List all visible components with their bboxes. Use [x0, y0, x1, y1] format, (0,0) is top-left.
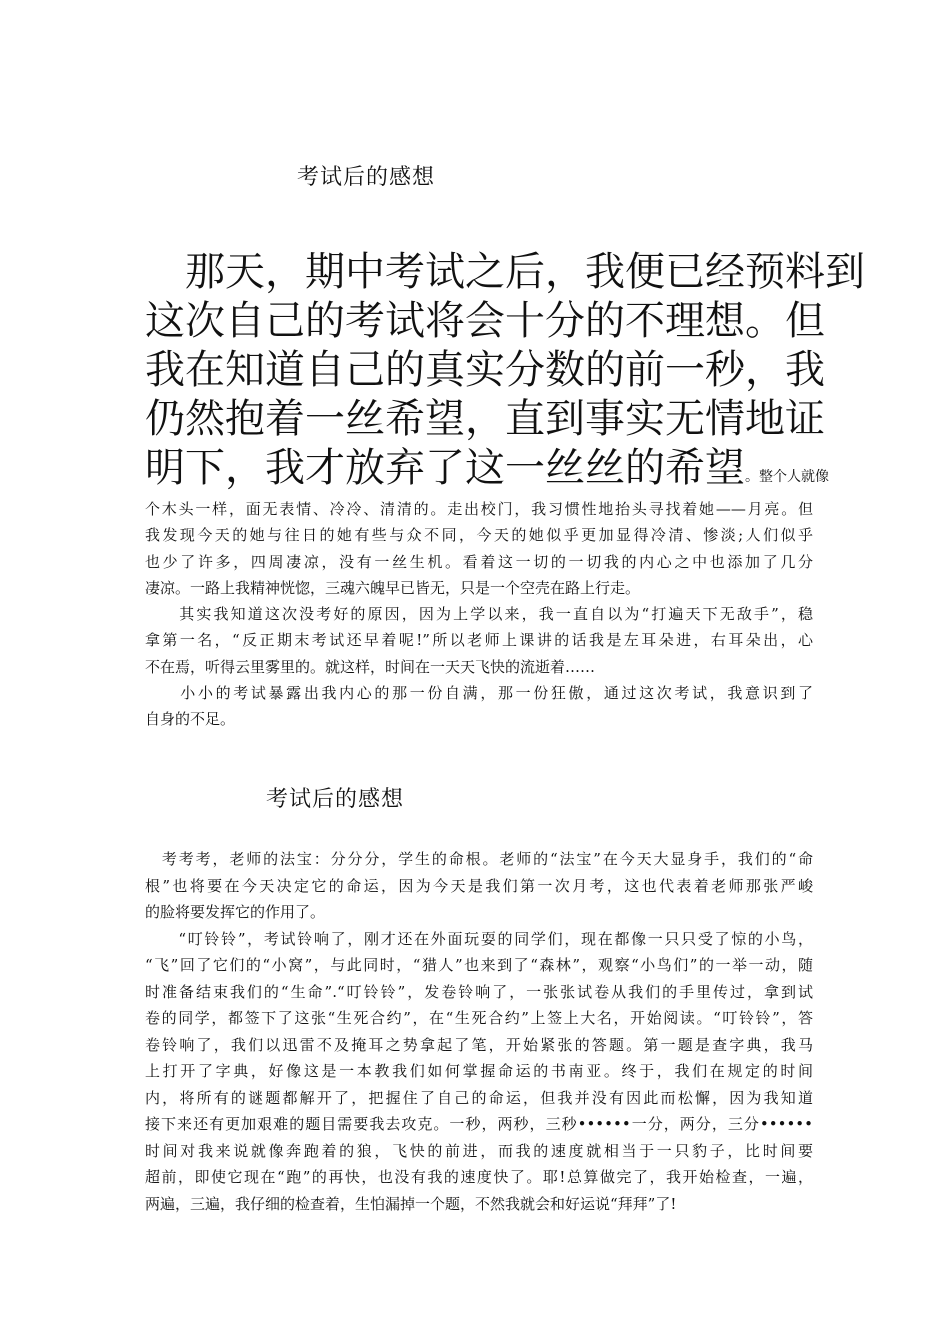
body-text-line: 凄凉。一路上我精神恍惚，三魂六魄早已皆无，只是一个空壳在路上行走。	[145, 578, 641, 597]
body-text-line: 内，将所有的谜题都解开了，把握住了自己的命运，但我并没有因此而松懈，因为我知道	[145, 1088, 813, 1107]
large-text-fragment: 明下，我才放弃了这一丝丝的希望	[145, 445, 745, 491]
body-text-line: 接下来还有更加艰难的题目需要我去攻克。一秒，两秒，三秒••••••一分，两分，三分••••••	[145, 1115, 813, 1133]
body-text-line: 小小的考试暴露出我内心的那一份自满，那一份狂傲，通过这次考试，我意识到了	[145, 684, 813, 703]
body-text-line: 两遍，三遍，我仔细的检查着，生怕漏掉一个题，不然我就会和好运说“拜拜”了!	[145, 1194, 677, 1213]
body-text-line: 自身的不足。	[145, 710, 236, 729]
body-text-line: 时准备结束我们的“生命”.“叮铃铃”，发卷铃响了，一张张试卷从我们的手里传过，拿到试	[145, 982, 813, 1001]
body-text-line: 的脸将要发挥它的作用了。	[145, 903, 326, 921]
body-text-line: 卷铃响了，我们以迅雷不及掩耳之势拿起了笔，开始紧张的答题。第一题是查字典，我马	[145, 1035, 813, 1054]
body-text-line: 根”也将要在今天决定它的命运，因为今天是我们第一次月考，这也代表着老师那张严峻	[145, 876, 813, 895]
large-text-line: 那天，期中考试之后，我便已经预料到	[145, 249, 865, 295]
body-text-line: 我发现今天的她与往日的她有些与众不同，今天的她似乎更加显得冷清、惨淡;人们似乎	[145, 526, 813, 545]
body-text-line: 考考考，老师的法宝：分分分，学生的命根。老师的“法宝”在今天大显身手，我们的“命	[145, 850, 813, 868]
essay-title-1: 考试后的感想	[297, 165, 436, 190]
large-intro-paragraph	[145, 248, 865, 493]
essay-title-2: 考试后的感想	[266, 787, 405, 812]
large-text-line: 仍然抱着一丝希望，直到事实无情地证	[145, 396, 825, 442]
large-text-line-mixed	[145, 444, 829, 493]
body-text-line: 其实我知道这次没考好的原因，因为上学以来，我一直自以为“打遍天下无敌手”，稳	[145, 605, 813, 624]
essay-1-body	[145, 496, 813, 733]
body-text-line: 超前，即使它现在“跑”的再快，也没有我的速度快了。耶!总算做完了，我开始检查，一遍，	[145, 1168, 813, 1186]
body-text-line: 卷的同学，都签下了这张“生死合约”，在“生死合约”上签上大名，开始阅读。“叮铃铃”，答	[145, 1009, 813, 1027]
body-text-line: 不在焉，听得云里雾里的。就这样，时间在一天天飞快的流逝着……	[145, 657, 596, 676]
body-text-line: 也少了许多，四周凄凉，没有一丝生机。看着这一切的一切我的内心之中也添加了几分	[145, 552, 813, 571]
large-text-line: 我在知道自己的真实分数的前一秒，我	[145, 347, 825, 393]
body-text-line: “飞”回了它们的“小窝”，与此同时，“猎人”也来到了“森林”，观察“小鸟们”的一举一动，随	[145, 956, 813, 974]
body-text-line: 个木头一样，面无表情、冷冷、清清的。走出校门，我习惯性地抬头寻找着她——月亮。但	[145, 500, 813, 518]
small-text-fragment: 。整个人就像	[745, 469, 829, 485]
essay-2-body	[145, 846, 813, 1217]
body-text-line: “叮铃铃”，考试铃响了，刚才还在外面玩耍的同学们，现在都像一只只受了惊的小鸟，	[145, 929, 813, 948]
body-text-line: 上打开了字典，好像这是一本教我们如何掌握命运的书南亚。终于，我们在规定的时间	[145, 1062, 813, 1080]
body-text-line: 拿第一名，“反正期末考试还早着呢!”所以老师上课讲的话我是左耳朵进，右耳朵出，心	[145, 631, 813, 650]
large-text-line: 这次自己的考试将会十分的不理想。但	[145, 298, 825, 344]
body-text-line: 时间对我来说就像奔跑着的狼，飞快的前进，而我的速度就相当于一只豹子，比时间要	[145, 1141, 813, 1160]
